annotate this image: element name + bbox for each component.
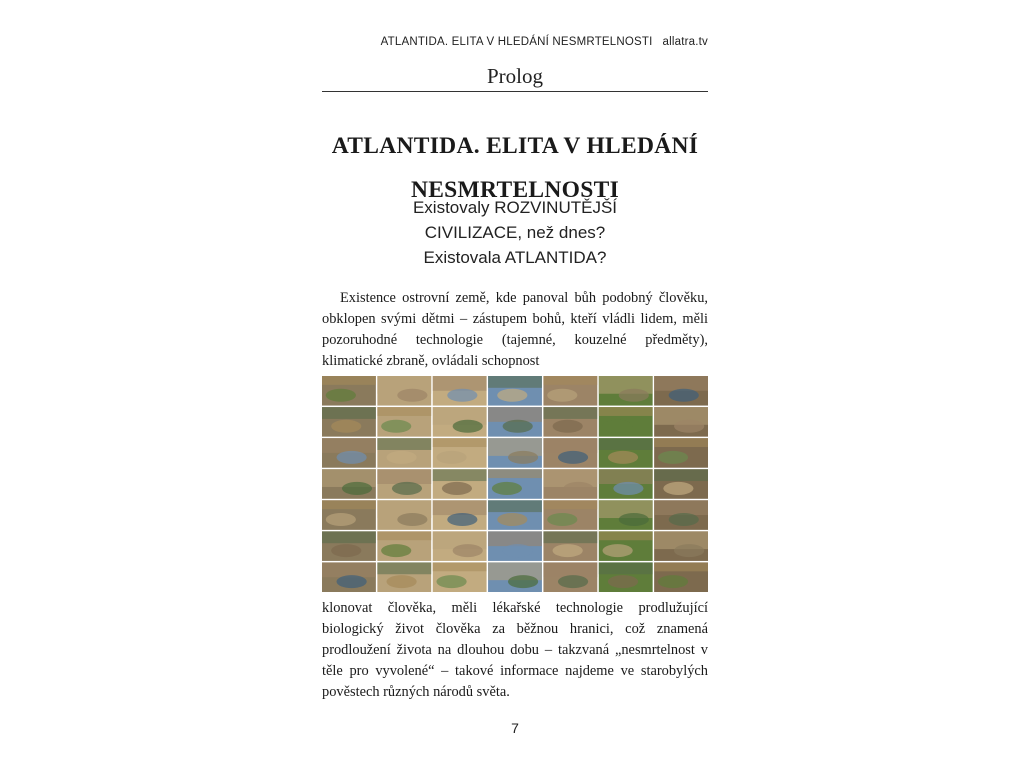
collage-photo-tile — [433, 531, 487, 561]
collage-photo-tile — [599, 500, 653, 530]
collage-photo-tile — [377, 469, 431, 499]
chapter-title-line-1: ATLANTIDA. ELITA V HLEDÁNÍ — [331, 133, 699, 159]
collage-photo-tile — [654, 407, 708, 437]
collage-photo-tile — [543, 376, 597, 406]
collage-photo-tile — [433, 469, 487, 499]
body-paragraph-2: klonovat člověka, měli lékařské technologie prodlužující biologický život člověka za běžnou hranici, což znamená prodloužení života na dlouhou dobu – takzvaná „nesmrtelnost v těle pro vyvolené“ – takové informace najdeme ve starobylých pověstech různých národů světa. — [322, 600, 708, 700]
page-number: 7 — [511, 720, 519, 736]
collage-photo-tile — [488, 407, 542, 437]
collage-photo-tile — [377, 500, 431, 530]
collage-photo-tile — [433, 438, 487, 468]
collage-photo-tile — [433, 562, 487, 592]
collage-photo-tile — [377, 438, 431, 468]
collage-photo-tile — [322, 376, 376, 406]
collage-photo-tile — [488, 562, 542, 592]
collage-photo-tile — [654, 438, 708, 468]
collage-photo-tile — [488, 469, 542, 499]
subtitle-line-1: Existovaly ROZVINUTĚJŠÍ — [412, 198, 618, 217]
body-paragraph-1: Existence ostrovní země, kde panoval bůh podobný člověku, obklopen svými dětmi – zástupem bohů, kteří vládli lidem, měli pozoruhodné technologie (tajemné, kouzelné předměty), klimatické zbraně, ovládali schopnost — [322, 290, 708, 369]
collage-photo-tile — [322, 438, 376, 468]
running-header — [322, 36, 708, 48]
ancient-sites-photo-collage — [322, 376, 708, 592]
collage-photo-tile — [599, 562, 653, 592]
chapter-subtitle — [322, 195, 708, 270]
collage-photo-tile — [543, 469, 597, 499]
collage-photo-tile — [322, 531, 376, 561]
collage-photo-tile — [599, 531, 653, 561]
collage-photo-tile — [488, 531, 542, 561]
collage-photo-tile — [654, 500, 708, 530]
collage-photo-tile — [599, 407, 653, 437]
collage-photo-tile — [433, 376, 487, 406]
collage-photo-tile — [599, 376, 653, 406]
subtitle-line-3: Existovala ATLANTIDA? — [423, 248, 607, 267]
running-title: ATLANTIDA. ELITA V HLEDÁNÍ NESMRTELNOSTI — [380, 36, 653, 48]
collage-photo-tile — [599, 438, 653, 468]
collage-photo-tile — [377, 407, 431, 437]
collage-photo-tile — [377, 376, 431, 406]
collage-photo-tile — [322, 562, 376, 592]
collage-photo-tile — [599, 469, 653, 499]
collage-photo-tile — [377, 531, 431, 561]
chapter-title-line-2: NESMRTELNOSTI — [410, 177, 620, 203]
collage-photo-tile — [433, 500, 487, 530]
collage-photo-tile — [654, 531, 708, 561]
collage-photo-tile — [488, 438, 542, 468]
collage-photo-tile — [488, 376, 542, 406]
collage-photo-tile — [433, 407, 487, 437]
collage-photo-tile — [322, 407, 376, 437]
collage-photo-tile — [322, 469, 376, 499]
collage-photo-tile — [654, 562, 708, 592]
collage-photo-tile — [543, 407, 597, 437]
collage-photo-tile — [543, 531, 597, 561]
collage-photo-tile — [377, 562, 431, 592]
header-divider — [322, 91, 708, 92]
collage-photo-tile — [543, 438, 597, 468]
collage-photo-tile — [488, 500, 542, 530]
collage-photo-tile — [654, 469, 708, 499]
site-name: allatra.tv — [662, 36, 708, 48]
collage-photo-tile — [654, 376, 708, 406]
collage-photo-tile — [543, 500, 597, 530]
collage-photo-tile — [322, 500, 376, 530]
section-title: Prolog — [486, 64, 543, 88]
collage-photo-tile — [543, 562, 597, 592]
subtitle-line-2: CIVILIZACE, než dnes? — [424, 223, 606, 242]
